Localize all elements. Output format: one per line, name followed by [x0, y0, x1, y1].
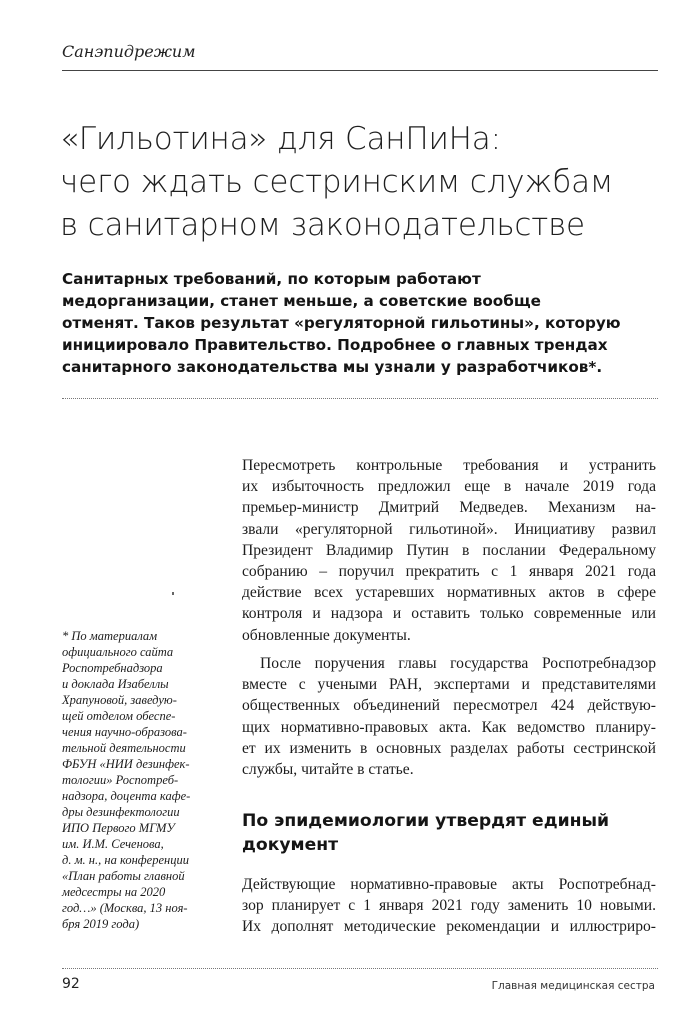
text-line: премьер-министр Дмитрий Медведев. Механизм на-: [242, 499, 656, 517]
title-line: в санитарном законодательстве: [60, 207, 585, 243]
text-line: вместе с учеными РАН, экспертами и представителями: [242, 676, 656, 694]
lead-line: отменят. Таков результат «регуляторной гильотины», которую: [62, 314, 621, 332]
text-line: После поручения главы государства Роспотребнадзор: [260, 655, 656, 672]
footnote-line: Роспотребнадзора: [62, 661, 163, 675]
text-line: общественных объединений пересмотрел 424 действую-: [242, 697, 656, 715]
footnote-line: чения научно-образова-: [62, 725, 187, 739]
page-number: 92: [62, 976, 80, 992]
text-line: Президент Владимир Путин в послании Федеральному: [242, 541, 656, 559]
lead-divider: [62, 398, 658, 399]
text-line: их избыточность предложил еще в начале 2019 года: [242, 478, 656, 496]
footer-rule: [62, 968, 658, 969]
text-line: контроля и надзора и оставить только современные или: [242, 605, 656, 623]
body-paragraph-1: [242, 455, 656, 646]
lead-line: медорганизации, станет меньше, а советские вообще: [62, 292, 541, 310]
footnote-line: Храпуновой, заведую-: [62, 693, 177, 707]
body-paragraph-2: [242, 653, 656, 780]
lead-line: инициировало Правительство. Подробнее о главных трендах: [62, 336, 608, 354]
section-subheading: [242, 809, 656, 857]
footnote-line: медсестры на 2020: [62, 885, 166, 899]
article-title: [60, 118, 660, 247]
title-line: «Гильотина» для СанПиНа:: [60, 121, 501, 157]
top-rule: [62, 70, 658, 71]
footnote-line: щей отделом обеспе-: [62, 709, 176, 723]
text-line: зор планирует с 1 января 2021 году заменить 10 новыми.: [242, 897, 656, 915]
footnote-line: им. И.М. Сеченова,: [62, 837, 164, 851]
title-line: чего ждать сестринским службам: [60, 164, 614, 200]
footnote-line: тологии» Роспотреб-: [62, 773, 179, 787]
body-paragraph-3: [242, 874, 656, 938]
lead-line: Санитарных требований, по которым работают: [62, 270, 481, 288]
footnote-line: ИПО Первого МГМУ: [62, 821, 175, 835]
text-line: собранию – поручил прекратить с 1 января 2021 года: [242, 563, 656, 581]
text-line: щих нормативно-правовых акта. Как ведомство планиру-: [242, 718, 656, 736]
footnote-line: ФБУН «НИИ дезинфек-: [62, 757, 190, 771]
footnote: [62, 628, 212, 932]
footnote-line: дры дезинфектологии: [62, 805, 180, 819]
journal-name: Главная медицинская сестра: [491, 980, 655, 992]
footnote-line: и доклада Изабеллы: [62, 677, 169, 691]
footnote-line: надзора, доцента кафе-: [62, 789, 191, 803]
text-line: Их дополнят методические рекомендации и иллюстриро-: [242, 918, 656, 936]
footnote-line: тельной деятельности: [62, 741, 186, 755]
text-line: Действующие нормативно-правовые акты Роспотребнад-: [242, 876, 656, 893]
text-line: ет их изменить в основных разделах работы сестринской: [242, 739, 656, 757]
lead-line: санитарного законодательства мы узнали у разработчиков*.: [62, 358, 603, 376]
text-line: службы, читайте в статье.: [242, 761, 414, 779]
text-line: Пересмотреть контрольные требования и устранить: [242, 457, 656, 474]
subheading-line: По эпидемиологии утвердят единый: [242, 811, 610, 831]
text-line: действие всех устаревших нормативных актов в сфере: [242, 584, 656, 602]
section-label: Санэпидрежим: [62, 42, 196, 61]
footnote-line: * По материалам: [62, 629, 158, 643]
footnote-line: «План работы главной: [62, 869, 185, 883]
footnote-line: бря 2019 года): [62, 917, 140, 931]
text-line: обновленные документы.: [242, 626, 411, 644]
subheading-line: документ: [242, 835, 339, 855]
article-lead: [62, 268, 662, 378]
text-line: звали «регуляторной гильотиной». Инициативу развил: [242, 520, 656, 538]
scan-mark: [172, 592, 174, 595]
footnote-line: официального сайта: [62, 645, 174, 659]
footnote-line: год…» (Москва, 13 ноя-: [62, 901, 188, 915]
footnote-line: д. м. н., на конференции: [62, 853, 189, 867]
